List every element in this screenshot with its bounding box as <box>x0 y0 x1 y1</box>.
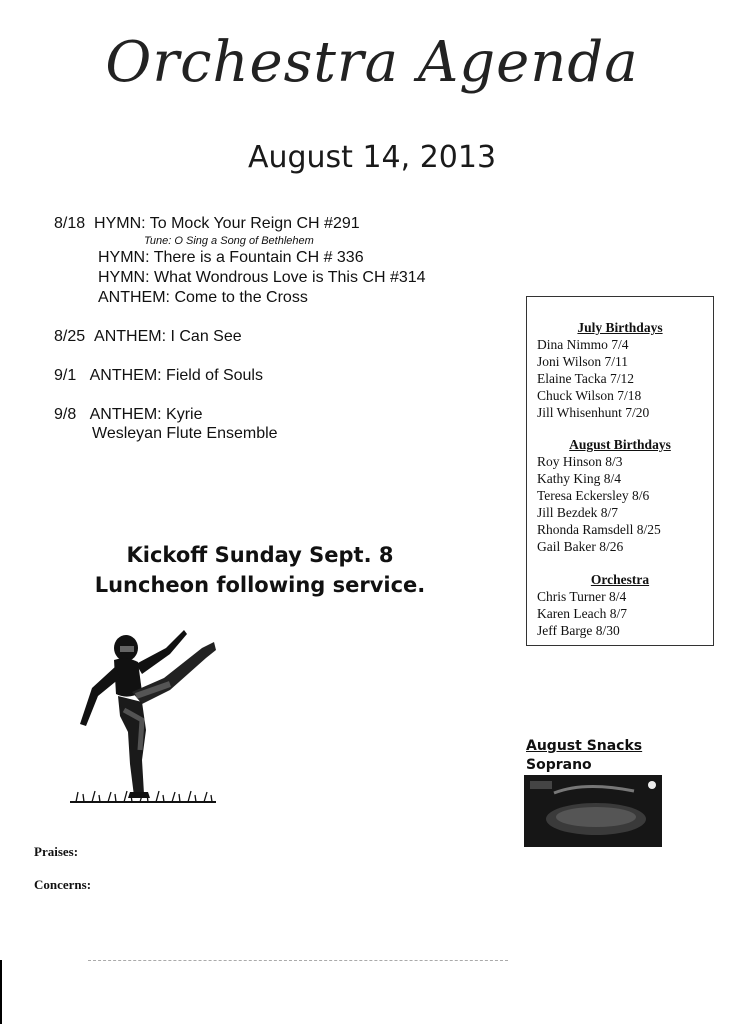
divider-line <box>88 960 508 962</box>
orchestra-birthdays-header: Orchestra <box>590 572 650 587</box>
snack-photo-image <box>524 775 662 847</box>
agenda-line-2: HYMN: There is a Fountain CH # 336 <box>98 249 364 266</box>
birthdays-box <box>526 296 714 646</box>
snacks-title: August Snacks <box>526 738 643 754</box>
football-kicker-illustration <box>66 620 226 810</box>
agenda-tune: Tune: O Sing a Song of Bethlehem <box>144 235 314 247</box>
birthday-item: Joni Wilson 7/11 <box>537 354 628 369</box>
agenda-line-6: 9/1 ANTHEM: Field of Souls <box>54 367 263 384</box>
snacks-section: Soprano <box>526 757 592 773</box>
birthday-item: Jill Bezdek 8/7 <box>537 505 618 520</box>
birthday-item: Roy Hinson 8/3 <box>537 454 623 469</box>
agenda-line-3: HYMN: What Wondrous Love is This CH #314 <box>98 269 426 286</box>
birthday-item: Kathy King 8/4 <box>537 471 621 486</box>
july-birthdays-header: July Birthdays <box>577 320 663 335</box>
birthday-item: Jill Whisenhunt 7/20 <box>537 405 650 420</box>
birthday-item: Dina Nimmo 7/4 <box>537 337 629 352</box>
birthday-item: Elaine Tacka 7/12 <box>537 371 635 386</box>
praises-label: Praises: <box>34 844 79 859</box>
birthday-item: Chris Turner 8/4 <box>537 589 627 604</box>
birthday-item: Teresa Eckersley 8/6 <box>537 488 650 503</box>
concerns-label: Concerns: <box>34 877 92 892</box>
agenda-line-7: 9/8 ANTHEM: Kyrie <box>54 406 203 423</box>
august-birthdays-header: August Birthdays <box>569 437 671 452</box>
birthday-item: Rhonda Ramsdell 8/25 <box>537 522 661 537</box>
kickoff-announcement <box>80 540 440 600</box>
agenda-line-8: Wesleyan Flute Ensemble <box>92 425 278 442</box>
scan-edge <box>0 960 2 1024</box>
agenda-line-5: 8/25 ANTHEM: I Can See <box>54 328 242 345</box>
agenda-date: August 14, 2013 <box>247 140 497 175</box>
birthday-item: Karen Leach 8/7 <box>537 606 627 621</box>
agenda-line-4: ANTHEM: Come to the Cross <box>98 289 308 306</box>
birthday-item: Gail Baker 8/26 <box>537 539 624 554</box>
agenda-line-1: 8/18 HYMN: To Mock Your Reign CH #291 <box>54 215 360 232</box>
agenda-title: Orchestra Agenda <box>105 30 639 95</box>
snack-photo <box>524 775 662 847</box>
kickoff-line-1: Kickoff Sunday Sept. 8 <box>126 543 394 567</box>
birthday-item: Chuck Wilson 7/18 <box>537 388 642 403</box>
birthday-item: Jeff Barge 8/30 <box>537 623 620 638</box>
kickoff-line-2: Luncheon following service. <box>94 573 426 597</box>
